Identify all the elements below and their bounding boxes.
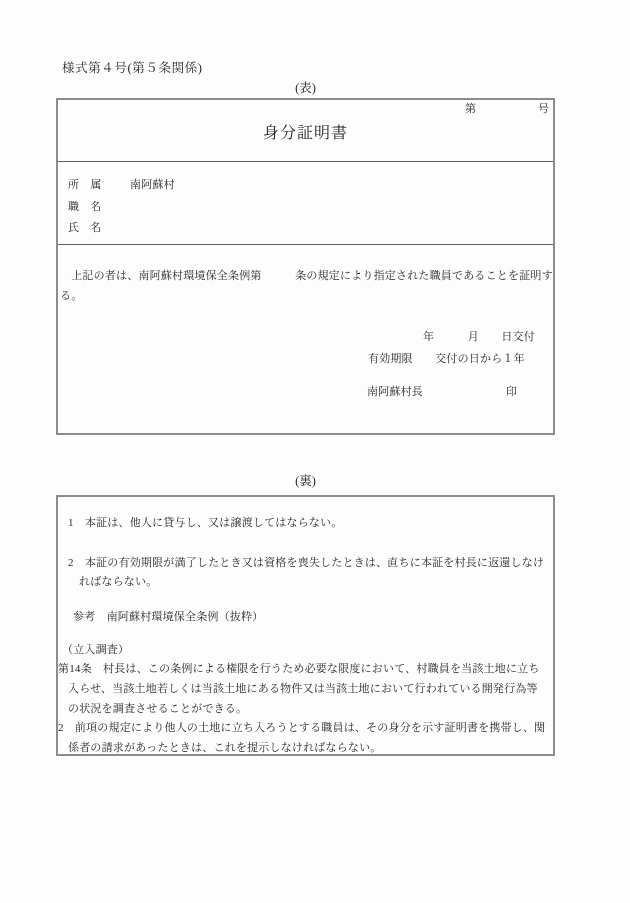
issue-date-line: 年 月 日交付 [423, 331, 535, 343]
rule-1-line-1: 1 本証は、他人に貸与し、又は譲渡してはならない。 [68, 517, 343, 529]
mayor-title: 南阿蘇村長 [367, 386, 423, 398]
affiliation-value: 南阿蘇村 [130, 179, 175, 191]
certification-statement-line-2: る。 [60, 290, 83, 302]
id-card-back [56, 495, 555, 756]
id-card-front [56, 98, 555, 435]
serial-number-suffix: 号 [538, 103, 550, 115]
seal-placeholder: 印 [506, 386, 518, 398]
certification-statement-line-1: 上記の者は、南阿蘇村環境保全条例第 条の規定により指定された職員であることを証明す [60, 270, 553, 282]
front-divider-bottom [58, 244, 553, 245]
front-side-label: (表) [295, 81, 316, 95]
rule-2-line-2: ればならない。 [79, 576, 158, 588]
rule-2-line-1: 2 本証の有効期限が満了したとき又は資格を喪失したときは、直ちに本証を村長に返還しなけ [68, 557, 545, 569]
back-side-label: (裏) [295, 474, 316, 488]
front-divider-top [58, 161, 553, 162]
job-title-label: 職 名 [68, 201, 102, 213]
article-14-para-2-line-2: 係者の請求があったときは、これを提示しなければならない。 [68, 742, 382, 754]
article-14-para-1-line-2: 入らせ、当該土地若しくは当該土地にある物件又は当該土地において行われている開発行為等 [68, 683, 538, 695]
card-title: 身分証明書 [262, 125, 348, 142]
form-number-heading: 様式第４号(第５条関係) [62, 61, 203, 75]
serial-number-prefix: 第 [465, 103, 477, 115]
name-label: 氏 名 [68, 222, 102, 234]
article-14-para-2-line-1: 2 前項の規定により他人の土地に立ち入ろうとする職員は、その身分を示す証明書を携帯し、関 [58, 722, 546, 734]
article-14-para-1-line-1: 第14条 村長は、この条例による権限を行うため必要な限度において、村職員を当該土地に立ち [58, 663, 540, 675]
article-14-para-1-line-3: の状況を調査させることができる。 [68, 703, 248, 715]
article-heading: （立入調査） [62, 644, 130, 656]
affiliation-label: 所 属 [68, 179, 102, 191]
validity-line: 有効期限 交付の日から１年 [368, 353, 525, 365]
reference-title: 参考 南阿蘇村環境保全条例（抜粋） [73, 611, 264, 623]
